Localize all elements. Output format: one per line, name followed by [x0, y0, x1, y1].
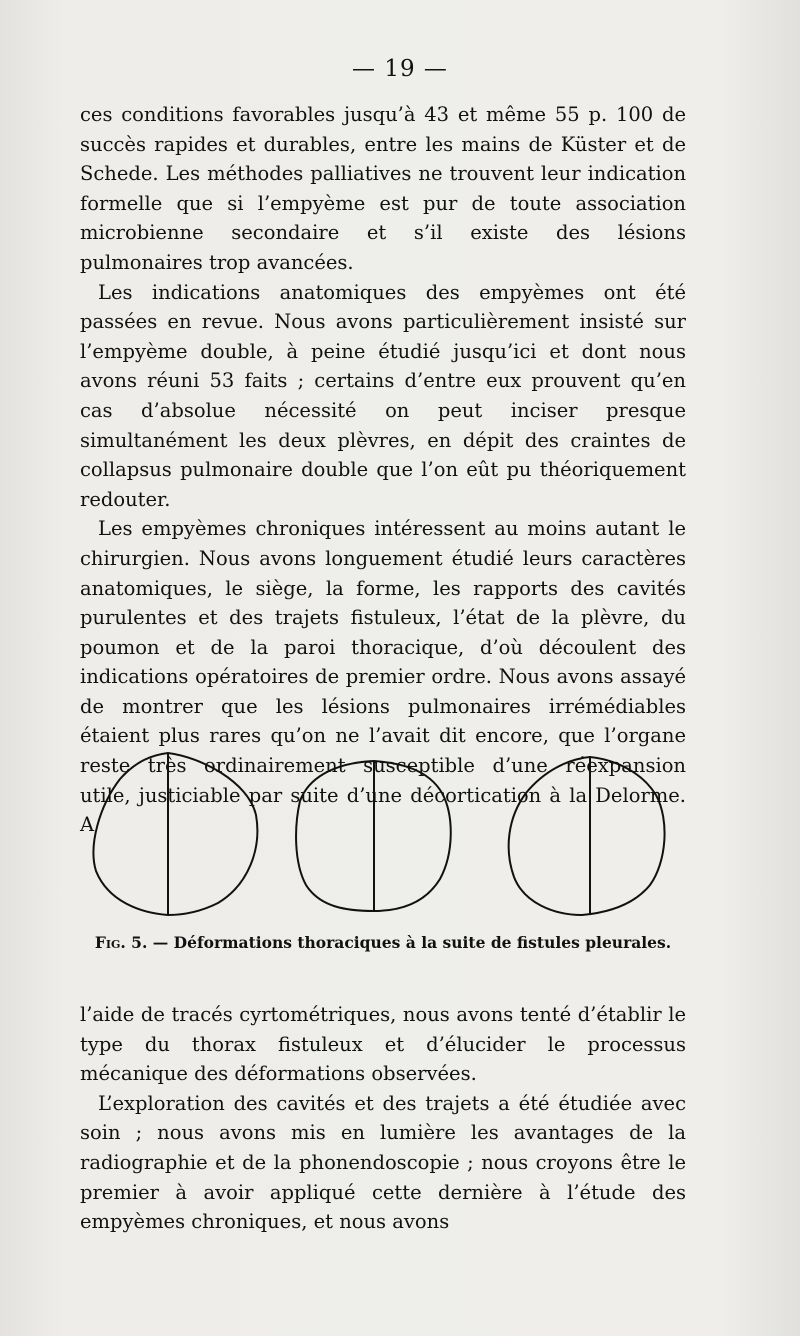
paragraph: L’exploration des cavités et des trajets a été étudiée avec soin ; nous avons mis en lumière les avantages de la radiographie et de la phonendoscopie ; nous croyons être le premier à avoir appliqué cette dernière à l’étude des empyèmes chroniques, et nous avons — [80, 1091, 686, 1234]
body-text-top — [80, 100, 686, 840]
figure-label: Fig. 5. — [94, 933, 148, 952]
figure-thoracic-deformations — [80, 745, 686, 965]
thorax-outline-right — [509, 757, 665, 915]
body-text-bottom — [80, 1000, 686, 1237]
paragraph: l’aide de tracés cyrtométriques, nous avons tenté d’établir le type du thorax fistuleux et d’élucider le processus mécanique des déformations observées. — [80, 1003, 686, 1086]
paragraph: Les indications anatomiques des empyèmes ont été passées en revue. Nous avons particulièrement insisté sur l’empyème double, à peine étudié jusqu’ici et dont nous avons réuni 53 faits ; certains d’entre eux prouvent qu’en cas d’absolue nécessité on peut inciser presque simultanément les deux plèvres, en dépit des craintes de collapsus pulmonaire double que l’on eût pu théoriquement redouter. — [80, 280, 686, 511]
thorax-outline-left — [93, 753, 257, 915]
page-number: — 19 — — [352, 56, 448, 82]
paragraph: ces conditions favorables jusqu’à 43 et même 55 p. 100 de succès rapides et durables, entre les mains de Küster et de Schede. Les méthodes palliatives ne trouvent leur indication formelle que si l’empyème est pur de toute association microbienne secondaire et s’il existe des lésions pulmonaires trop avancées. — [80, 103, 686, 274]
figure-illustration — [80, 745, 686, 925]
paragraph: Les empyèmes chroniques intéressent au moins autant le chirurgien. Nous avons longuement étudié leurs caractères anatomiques, le siège, la forme, les rapports des cavités purulentes et des trajets fistuleux, l’état de la plèvre, du poumon et de la paroi thoracique, d’où découlent des indications opératoires de premier ordre. Nous avons assayé de montrer que les lésions pulmonaires irrémédiables étaient plus rares qu’on ne l’avait dit encore, que l’organe reste très ordinairement susceptible d’une réexpansion utile, justiciable par suite d’une décortication à la Delorme. A — [80, 517, 686, 837]
figure-caption-text: — Déformations thoraciques à la suite de fistules pleurales. — [152, 933, 672, 952]
figure-caption — [80, 933, 686, 952]
